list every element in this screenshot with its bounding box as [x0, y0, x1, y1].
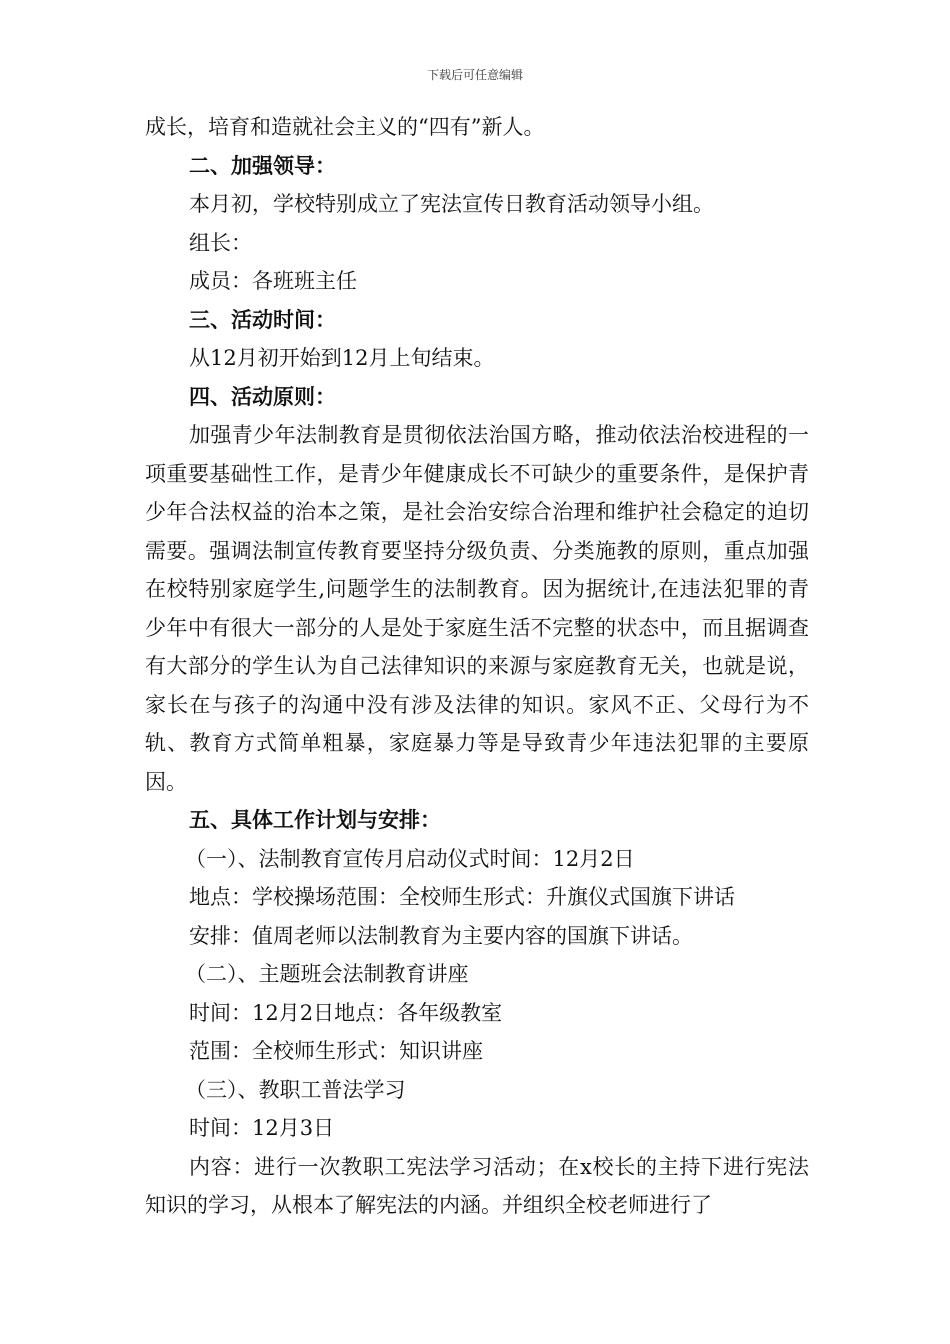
paragraph-members: 成员：各班班主任 [189, 269, 357, 293]
paragraph-plan-time: 时间：12月3日 [189, 1116, 335, 1140]
paragraph-plan-item-3: （三）、教职工普法学习 [185, 1077, 406, 1102]
section-heading-leadership: 二、加强领导： [189, 152, 336, 178]
paragraph-activity-time: 从12月初开始到12月上旬结束。 [189, 346, 495, 370]
paragraph-leadership-group: 本月初，学校特别成立了宪法宣传日教育活动领导小组。 [189, 192, 714, 216]
paragraph-plan-item-1: （一）、法制教育宣传月启动仪式时间：12月2日 [185, 846, 635, 871]
paragraph-principles: 加强青少年法制教育是贯彻依法治国方略，推动依法治校进程的一项重要基础性工作，是青少年健康成长不可缺少的重要条件，是保护青少年合法权益的治本之策，是社会治安综合治理和维护社会稳定的迫切需要。强调法制宣传教育要坚持分级负责、分类施教的原则，重点加强在校特别家庭学生,问题学生的法制教育。因为据统计,在违法犯罪的青少年中有很大一部分的人是处于家庭生活不完整的状态中，而且据调查有大部分的学生认为自己法律知识的来源与家庭教育无关，也就是说，家长在与孩子的沟通中没有涉及法律的知识。家风不正、父母行为不轨、教育方式简单粗暴，家庭暴力等是导致青少年违法犯罪的主要原因。 [145, 423, 809, 794]
paragraph-plan-location: 地点：学校操场范围：全校师生形式：升旗仪式国旗下讲话 [189, 885, 735, 909]
paragraph-plan-scope: 范围：全校师生形式：知识讲座 [189, 1039, 483, 1063]
paragraph-plan-content: 内容：进行一次教职工宪法学习活动；在x校长的主持下进行宪法知识的学习，从根本了解宪法的内涵。并组织全校老师进行了 [145, 1154, 809, 1217]
section-heading-principles: 四、活动原则： [189, 383, 336, 409]
section-heading-time: 三、活动时间： [189, 306, 336, 332]
section-heading-plan: 五、具体工作计划与安排： [189, 807, 441, 832]
paragraph-group-leader: 组长： [189, 230, 252, 255]
paragraph-continuation: 成长，培育和造就社会主义的“四有”新人。 [145, 115, 545, 139]
paragraph-plan-item-2: （二）、主题班会法制教育讲座 [185, 962, 469, 986]
document-body [145, 108, 809, 1225]
paragraph-plan-time-location: 时间：12月2日地点：各年级教室 [189, 1000, 503, 1025]
paragraph-plan-arrangement: 安排：值周老师以法制教育为主要内容的国旗下讲话。 [189, 923, 693, 948]
page-header: 下载后可任意编辑 [426, 68, 523, 82]
